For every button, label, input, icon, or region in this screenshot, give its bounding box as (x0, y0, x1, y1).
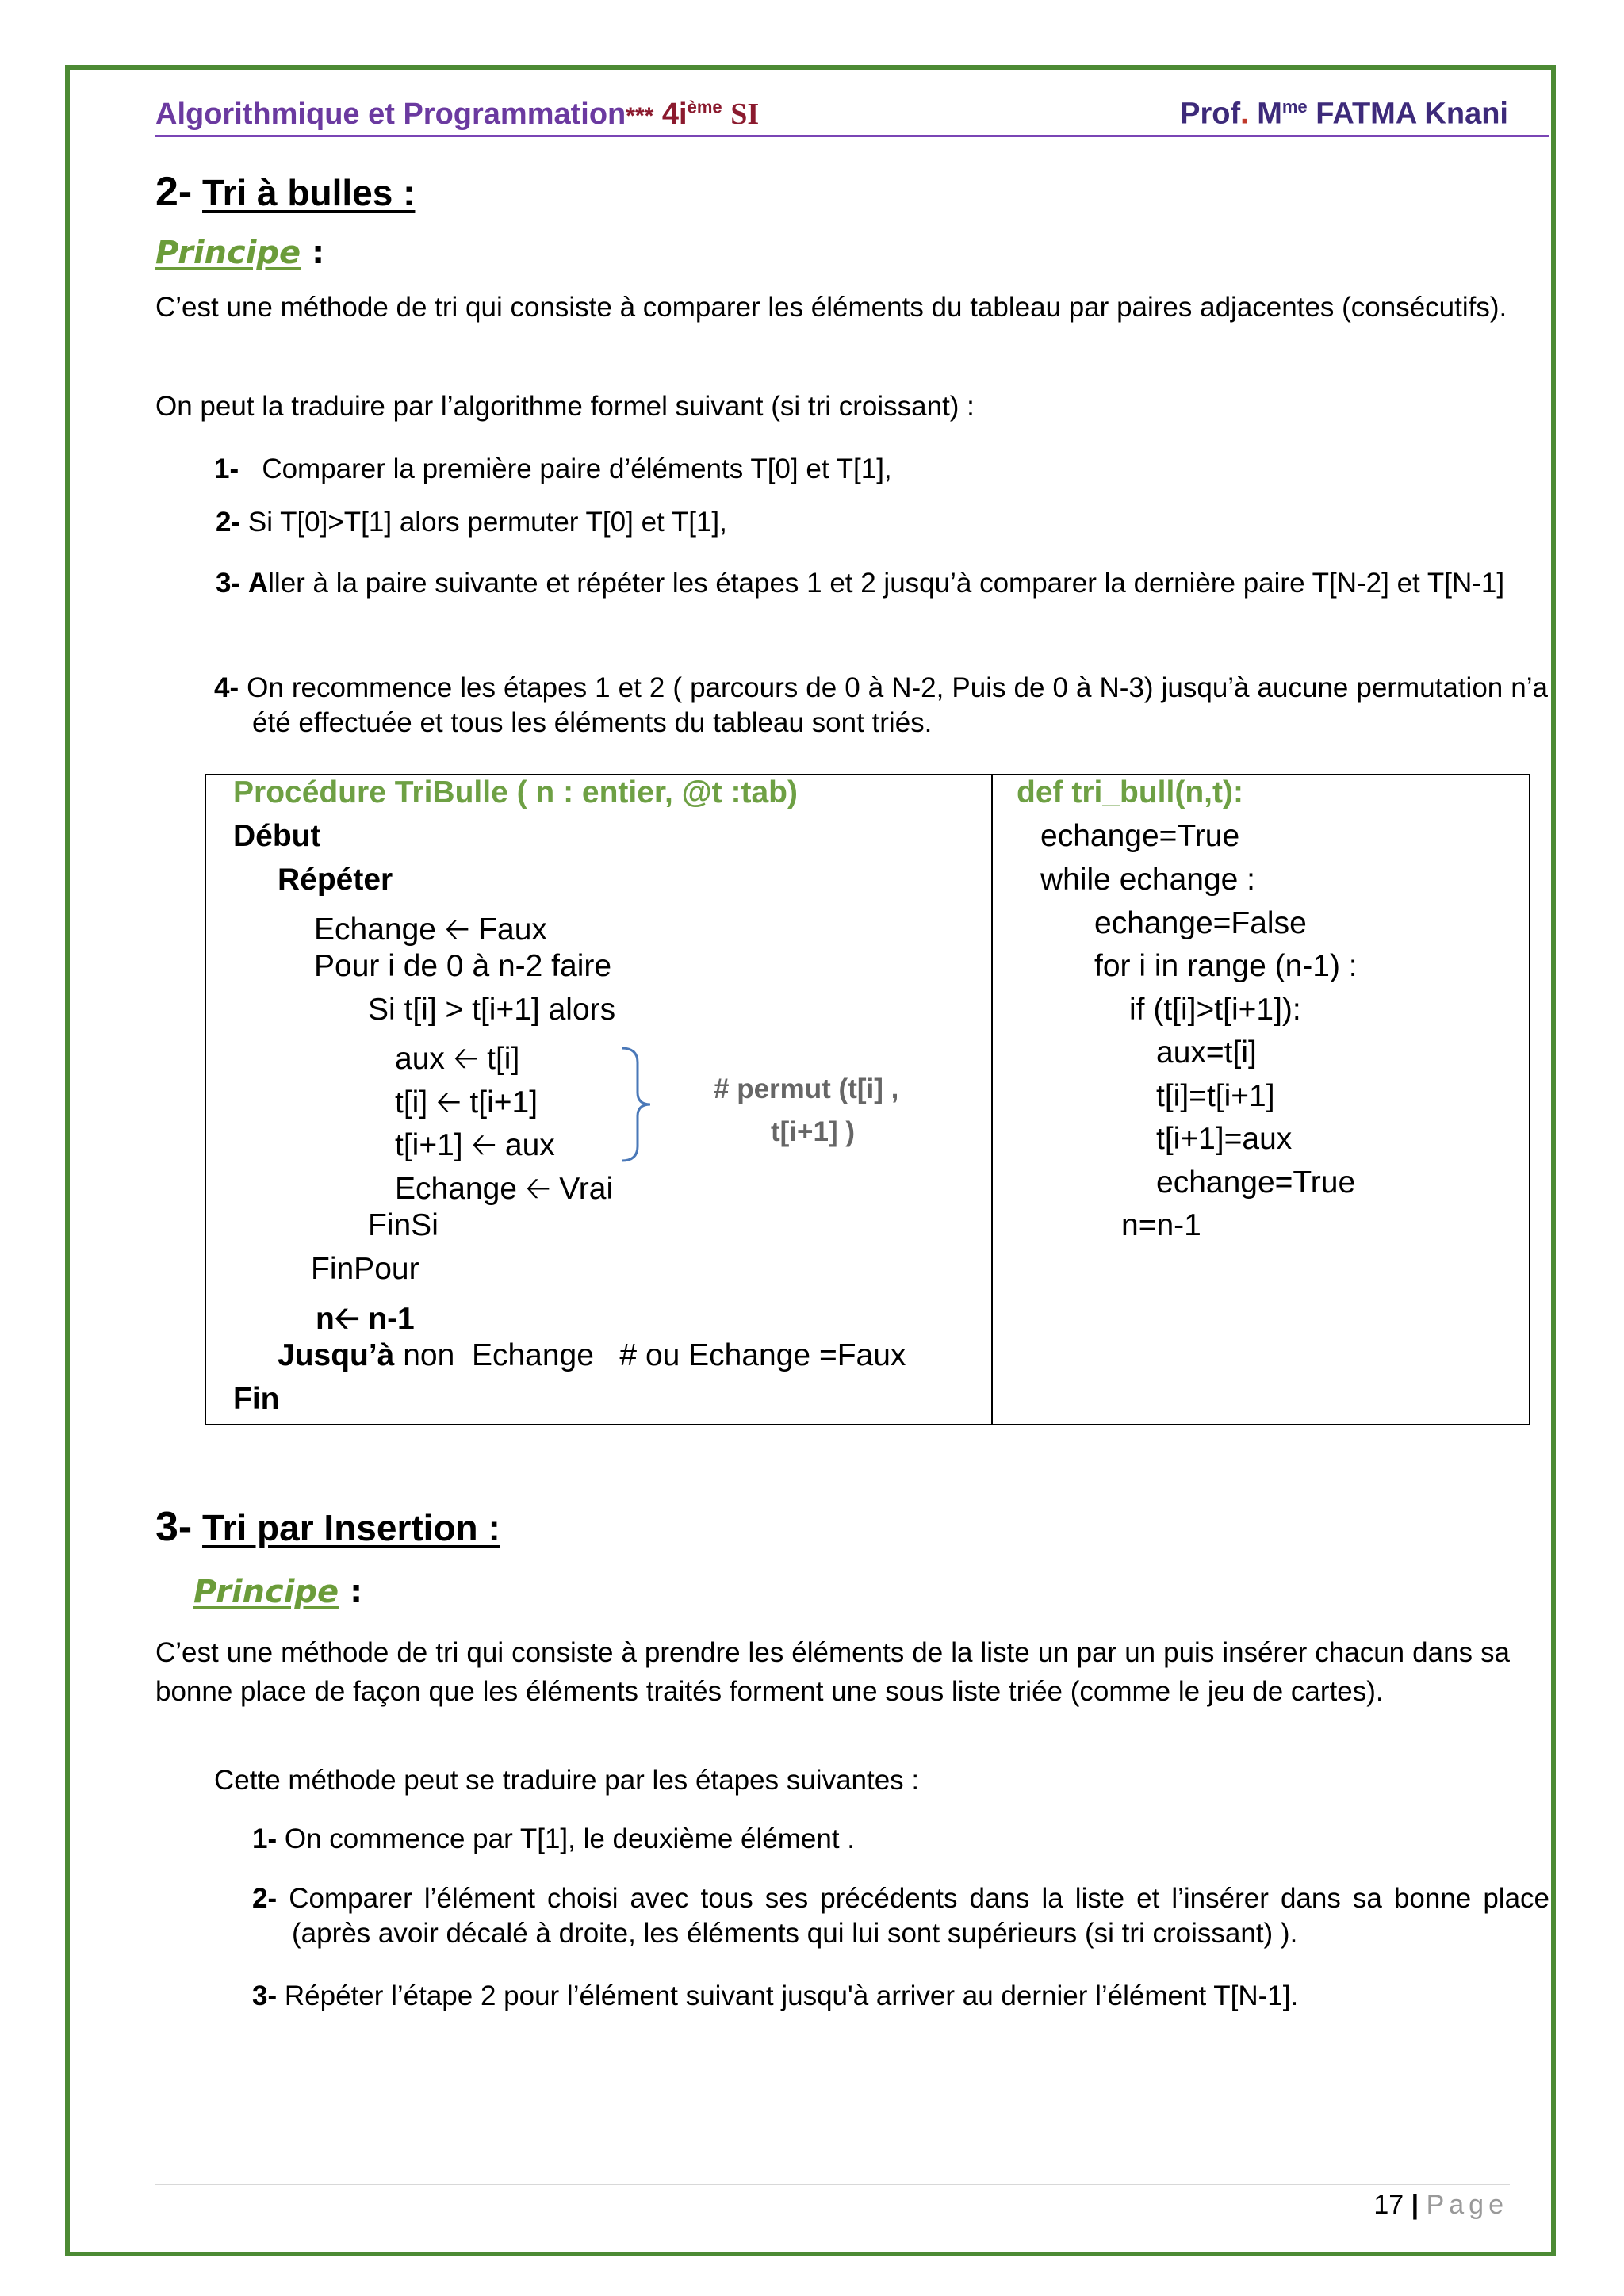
section2-step-4: 4- On recommence les étapes 1 et 2 ( parcours de 0 à N-2, Puis de 0 à N-3) jusqu’à aucune permutation n’a été effectuée et tous les éléments du tableau sont triés. (214, 672, 1548, 738)
algo-line: Pour i de 0 à n-2 faire (314, 949, 612, 983)
page-label: Page (1426, 2190, 1508, 2220)
algo-header: Procédure TriBulle ( n : entier, @t :tab) (233, 775, 798, 809)
section3-title: 3- Tri par Insertion : (155, 1504, 500, 1550)
algo-line: t[i+1] 🡠 aux (395, 1128, 555, 1162)
algo-line: Si t[i] > t[i+1] alors (368, 993, 616, 1027)
section2-algo-intro: On peut la traduire par l’algorithme formel suivant (si tri croissant) : (155, 391, 975, 422)
stars: *** (626, 103, 654, 129)
python-line: echange=False (1094, 906, 1307, 940)
algo-repeter: Répéter (278, 863, 393, 897)
algo-line: FinSi (368, 1208, 439, 1242)
python-line: while echange : (1040, 863, 1256, 897)
branch: SI (730, 98, 760, 131)
python-line: t[i]=t[i+1] (1156, 1079, 1275, 1113)
section2-step-3: 3- Aller à la paire suivante et répéter les étapes 1 et 2 jusqu’à comparer la dernière paire T[N-2] et T[N-1] (216, 568, 1505, 599)
algo-line: n🡠 n-1 (316, 1302, 415, 1336)
algo-line: FinPour (311, 1252, 419, 1286)
page-number: 17 (1373, 2190, 1404, 2220)
python-line: for i in range (n-1) : (1094, 949, 1358, 983)
footer-separator: | (1411, 2190, 1419, 2220)
section3-steps-intro: Cette méthode peut se traduire par les étapes suivantes : (214, 1765, 920, 1796)
algo-fin: Fin (233, 1382, 280, 1416)
section3-principe: Principe : (193, 1574, 363, 1610)
python-line: echange=True (1040, 819, 1240, 853)
algo-line: Echange 🡠 Vrai (395, 1172, 614, 1206)
table-divider (991, 775, 993, 1424)
header-rule (155, 135, 1549, 137)
python-line: if (t[i]>t[i+1]): (1129, 993, 1301, 1027)
permut-comment-2: t[i+1] ) (771, 1116, 855, 1147)
algo-line: Echange 🡠 Faux (314, 913, 547, 947)
algo-line: t[i] 🡠 t[i+1] (395, 1085, 538, 1119)
section2-principe: Principe : (155, 235, 325, 271)
python-line: aux=t[i] (1156, 1035, 1257, 1070)
python-line: n=n-1 (1121, 1208, 1201, 1242)
section2-step-2: 2- Si T[0]>T[1] alors permuter T[0] et T[1], (216, 507, 727, 538)
section3-step-2: 2- Comparer l’élément choisi avec tous ses précédents dans la liste et l’insérer dans sa bonne place (après avoir décalé à droite, les éléments qui lui sont supérieurs (si tri croissant) ). (252, 1883, 1550, 1949)
header-subject (155, 97, 759, 132)
algorithm-table (205, 774, 1530, 1425)
page-footer (1373, 2190, 1508, 2221)
section2-step-1: 1- Comparer la première paire d’éléments T[0] et T[1], (214, 453, 892, 484)
section3-step-1: 1- On commence par T[1], le deuxième élément . (252, 1823, 855, 1854)
algo-line: aux 🡠 t[i] (395, 1042, 520, 1076)
brace-icon (619, 1045, 666, 1164)
algo-jusqua: Jusqu’à non Echange # ou Echange =Faux (278, 1338, 906, 1372)
section3-step-3: 3- Répéter l’étape 2 pour l’élément suivant jusqu'à arriver au dernier l’élément T[N-1]. (252, 1980, 1299, 2011)
algo-debut: Début (233, 819, 321, 853)
python-line: echange=True (1156, 1165, 1356, 1200)
python-header: def tri_bull(n,t): (1017, 775, 1243, 809)
header-prof: Prof. $M^{me}$ FATMA Knani (1180, 97, 1508, 131)
subject-text: Algorithmique et Programmation (155, 98, 626, 131)
section2-intro: C’est une méthode de tri qui consiste à comparer les éléments du tableau par paires adjacentes (consécutifs). (155, 292, 1507, 323)
section3-intro: C’est une méthode de tri qui consiste à prendre les éléments de la liste un par un puis insérer chacun dans sa bonne place de façon que les éléments traités forment une sous liste triée (comme le jeu de cartes). (155, 1637, 1510, 1707)
footer-rule (155, 2184, 1510, 2185)
section2-title: 2- Tri à bulles : (155, 169, 416, 215)
permut-comment-1: # permut (t[i] , (714, 1073, 899, 1104)
level: $4i^{ème}$ (661, 97, 722, 131)
python-line: t[i+1]=aux (1156, 1122, 1293, 1156)
